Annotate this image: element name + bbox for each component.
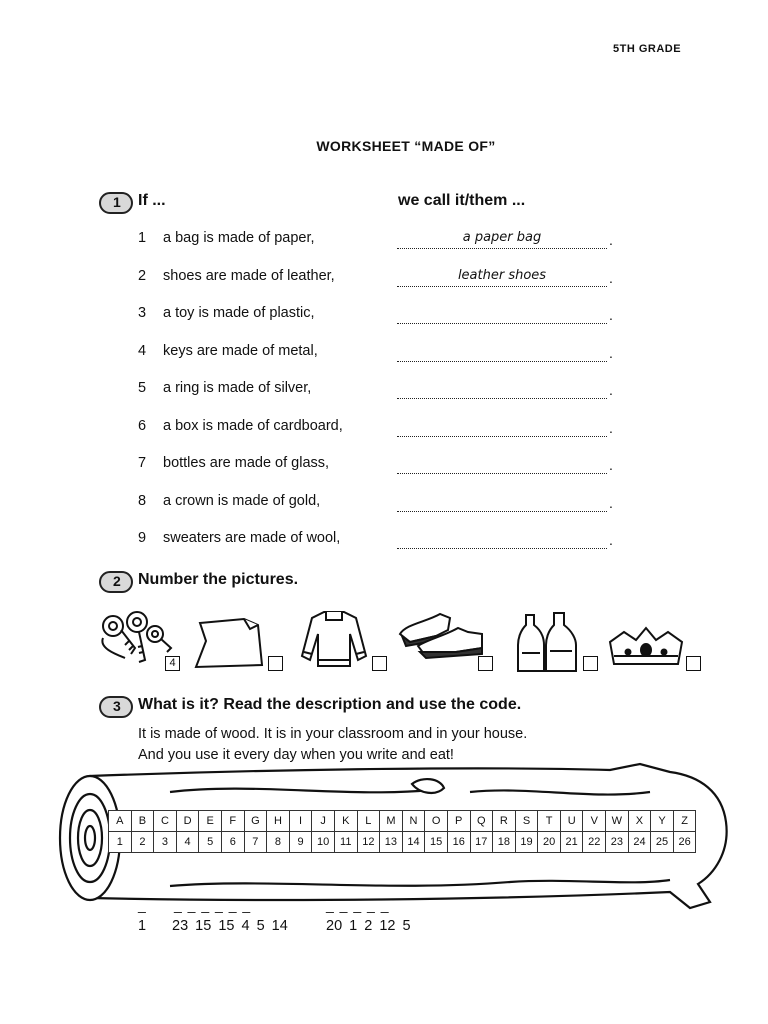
end-period: . — [609, 382, 613, 398]
item-sentence: a box is made of cardboard, — [163, 418, 343, 434]
code-number: 4 — [176, 832, 199, 853]
item-sentence: sweaters are made of wool, — [163, 530, 341, 546]
item-number: 7 — [138, 455, 147, 471]
end-period: . — [609, 345, 613, 361]
code-number: 24 — [628, 832, 651, 853]
item-sentence: a toy is made of plastic, — [163, 305, 315, 321]
end-period: . — [609, 420, 613, 436]
code-letter: F — [221, 811, 244, 832]
picture-5-box[interactable] — [583, 656, 598, 671]
code-number: 10 — [312, 832, 335, 853]
code-number: 12 — [357, 832, 380, 853]
end-period: . — [609, 457, 613, 473]
code-number: 7 — [244, 832, 267, 853]
answer-blank[interactable] — [397, 270, 607, 287]
answer-blank[interactable] — [397, 420, 607, 437]
picture-1-box[interactable]: 4 — [165, 656, 180, 671]
code-number: 9 — [289, 832, 312, 853]
exercise-2-number: 2 — [113, 573, 121, 589]
description-line-1: It is made of wood. It is in your classroom and in your house. — [138, 726, 528, 742]
item-number: 3 — [138, 305, 147, 321]
code-letter: Z — [673, 811, 696, 832]
code-letter: D — [176, 811, 199, 832]
word-2-codes: 23 15 15 4 5 14 — [172, 918, 288, 934]
code-letter: J — [312, 811, 335, 832]
code-number: 20 — [538, 832, 561, 853]
item-number: 6 — [138, 418, 147, 434]
grade-label: 5TH GRADE — [613, 43, 682, 55]
answer-blank[interactable] — [397, 457, 607, 474]
item-sentence: shoes are made of leather, — [163, 268, 335, 284]
word-2-blanks[interactable]: _ _ _ _ _ _ — [174, 897, 252, 913]
code-letter: V — [583, 811, 606, 832]
item-sentence: a crown is made of gold, — [163, 493, 321, 509]
code-number: 26 — [673, 832, 696, 853]
item-sentence: a bag is made of paper, — [163, 230, 315, 246]
end-period: . — [609, 232, 613, 248]
code-letter: N — [402, 811, 425, 832]
code-letter: A — [109, 811, 132, 832]
answer-text: leather shoes — [457, 268, 547, 283]
code-letter: R — [493, 811, 516, 832]
item-sentence: bottles are made of glass, — [163, 455, 330, 471]
code-number: 8 — [267, 832, 290, 853]
code-number: 11 — [334, 832, 357, 853]
end-period: . — [609, 532, 613, 548]
code-table — [108, 810, 696, 853]
code-number: 21 — [560, 832, 583, 853]
code-number: 19 — [515, 832, 538, 853]
bag-icon — [192, 615, 264, 671]
shoes-icon — [396, 612, 486, 660]
code-letter: H — [267, 811, 290, 832]
item-sentence: a ring is made of silver, — [163, 380, 312, 396]
code-number: 2 — [131, 832, 154, 853]
bottles-icon — [514, 611, 580, 675]
exercise-3-heading: What is it? Read the description and use the code. — [138, 696, 522, 713]
code-letter: O — [425, 811, 448, 832]
item-number: 9 — [138, 530, 147, 546]
code-number: 22 — [583, 832, 606, 853]
keys-icon — [95, 608, 173, 668]
code-letter: E — [199, 811, 222, 832]
end-period: . — [609, 495, 613, 511]
exercise-1-left-heading: If ... — [138, 192, 166, 209]
code-number: 1 — [109, 832, 132, 853]
end-period: . — [609, 270, 613, 286]
worksheet-title: WORKSHEET “MADE OF” — [316, 138, 496, 154]
answer-blank[interactable] — [397, 307, 607, 324]
picture-3-box[interactable] — [372, 656, 387, 671]
code-number: 6 — [221, 832, 244, 853]
answer-blank[interactable] — [397, 532, 607, 549]
item-number: 2 — [138, 268, 147, 284]
word-1-blanks[interactable]: _ — [138, 897, 147, 913]
end-period: . — [609, 307, 613, 323]
code-number: 17 — [470, 832, 493, 853]
description-line-2: And you use it every day when you write and eat! — [138, 747, 454, 763]
code-number: 16 — [447, 832, 470, 853]
code-letter: I — [289, 811, 312, 832]
word-1-codes: 1 — [138, 918, 147, 934]
exercise-1-right-heading: we call it/them ... — [398, 192, 526, 209]
item-number: 1 — [138, 230, 147, 246]
item-sentence: keys are made of metal, — [163, 343, 318, 359]
exercise-3-badge — [99, 696, 133, 718]
code-letter: C — [154, 811, 177, 832]
code-letter: L — [357, 811, 380, 832]
answer-blank[interactable] — [397, 232, 607, 249]
answer-blank[interactable] — [397, 382, 607, 399]
exercise-2-badge — [99, 571, 133, 593]
code-letter: G — [244, 811, 267, 832]
code-letter: S — [515, 811, 538, 832]
exercise-1-badge — [99, 192, 133, 214]
code-letter: P — [447, 811, 470, 832]
answer-blank[interactable] — [397, 345, 607, 362]
code-letter: M — [380, 811, 403, 832]
code-number: 14 — [402, 832, 425, 853]
item-number: 5 — [138, 380, 147, 396]
code-number: 13 — [380, 832, 403, 853]
code-number: 18 — [493, 832, 516, 853]
code-letter: Y — [651, 811, 674, 832]
picture-4-box[interactable] — [478, 656, 493, 671]
word-3-blanks[interactable]: _ _ _ _ _ — [326, 897, 390, 913]
code-letter: X — [628, 811, 651, 832]
letters-row — [109, 811, 696, 832]
code-number: 25 — [651, 832, 674, 853]
picture-2-box[interactable] — [268, 656, 283, 671]
code-number: 3 — [154, 832, 177, 853]
sweater-icon — [298, 608, 370, 672]
numbers-row — [109, 832, 696, 853]
code-number: 5 — [199, 832, 222, 853]
item-number: 4 — [138, 343, 147, 359]
code-letter: Q — [470, 811, 493, 832]
code-letter: W — [606, 811, 629, 832]
item-number: 8 — [138, 493, 147, 509]
crown-icon — [606, 624, 686, 672]
code-number: 23 — [606, 832, 629, 853]
exercise-2-heading: Number the pictures. — [138, 571, 299, 588]
code-letter: U — [560, 811, 583, 832]
code-number: 15 — [425, 832, 448, 853]
answer-blank[interactable] — [397, 495, 607, 512]
picture-6-box[interactable] — [686, 656, 701, 671]
exercise-1-number: 1 — [113, 194, 121, 210]
code-letter: B — [131, 811, 154, 832]
exercise-3-number: 3 — [113, 698, 121, 714]
code-letter: K — [334, 811, 357, 832]
answer-text: a paper bag — [462, 230, 542, 245]
code-letter: T — [538, 811, 561, 832]
word-3-codes: 20 1 2 12 5 — [326, 918, 411, 934]
